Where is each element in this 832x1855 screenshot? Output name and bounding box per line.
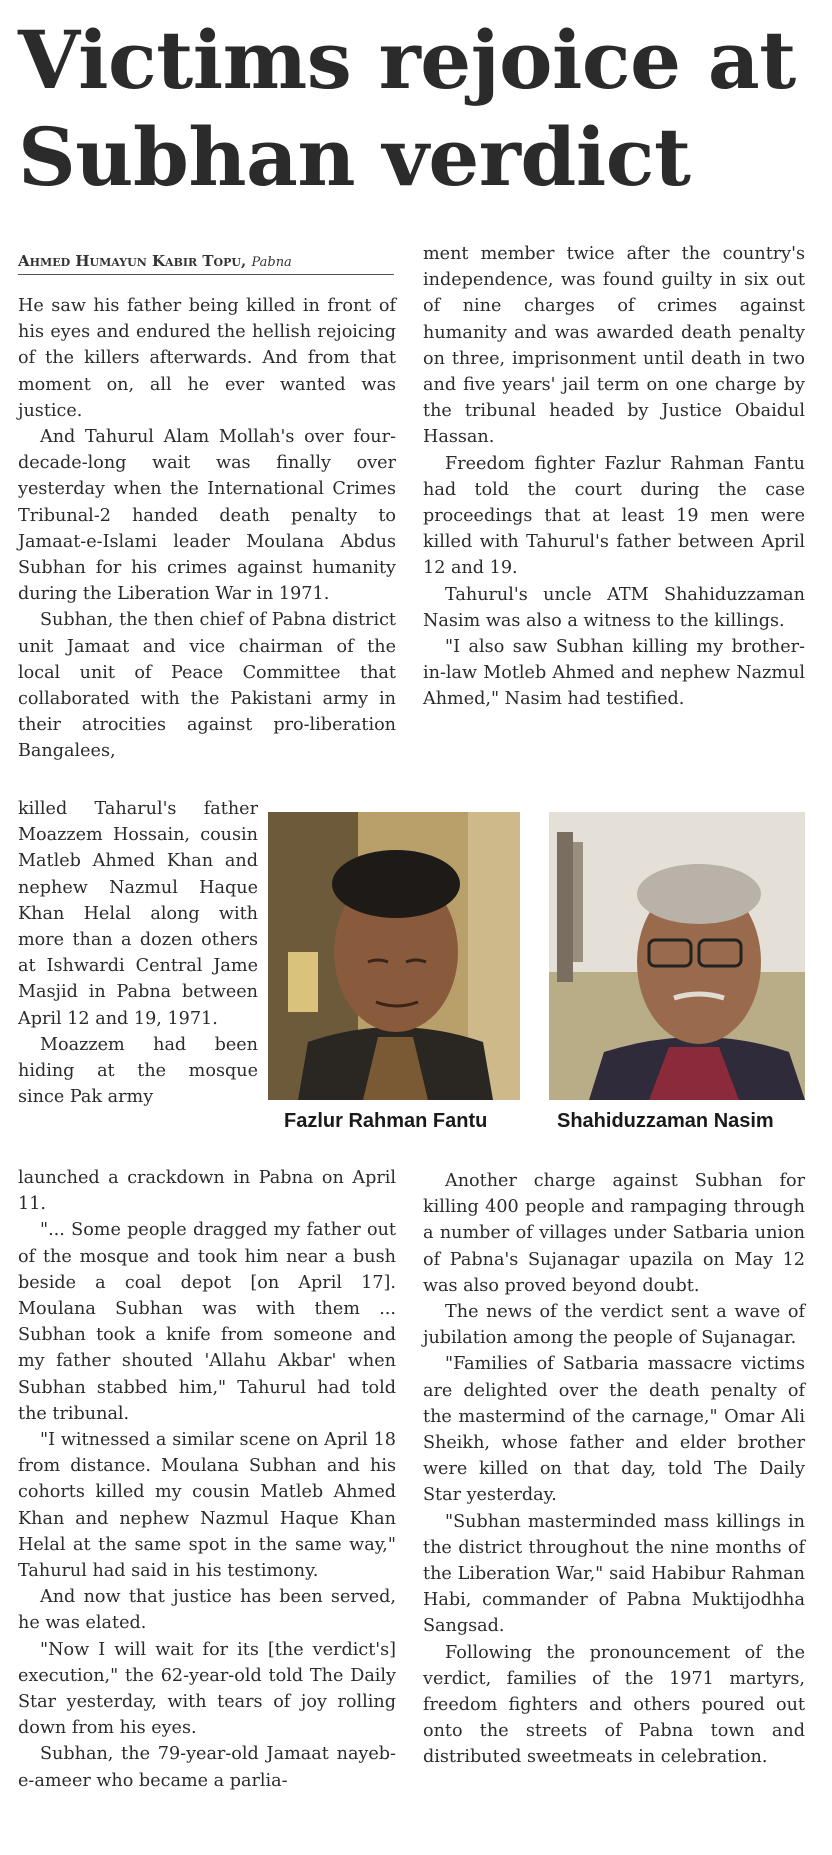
paragraph: "Families of Satbaria massacre victims are delighted over the death penalty of the mastermind of the carnage," Omar Ali Sheikh, whose father and elder brother were killed on that day, told The Daily Star yesterday. [423,1354,805,1506]
photo-fazlur-rahman-fantu [268,812,520,1100]
paragraph: Subhan, the then chief of Pabna district unit Jamaat and vice chairman of the local unit of Peace Committee that collaborated with the Pakistani army in their atrocities against pro-liberation Bangalees, [18,610,396,762]
paragraph: "I also saw Subhan killing my brother-in-law Motleb Ahmed and nephew Nazmul Ahmed," Nasim had testified. [423,637,805,710]
column-1-wrap [18,796,258,1110]
paragraph: Another charge against Subhan for killing 400 people and rampaging through a number of villages under Satbaria union of Pabna's Sujanagar upazila on May 12 was also proved beyond doubt. [423,1171,805,1296]
paragraph: "Subhan masterminded mass killings in the district throughout the nine months of the Liberation War," said Habibur Rahman Habi, commander of Pabna Muktijodhha Sangsad. [423,1511,805,1637]
column-1-top [18,293,396,765]
photo-caption: Fazlur Rahman Fantu [284,1110,488,1132]
column-2-bottom [423,1168,805,1771]
paragraph: "Now I will wait for its [the verdict's] execution," the 62-year-old told The Daily Star yesterday, with tears of joy rolling down from his eyes. [18,1639,396,1739]
photo-shahiduzzaman-nasim [549,812,805,1100]
headline: Victims rejoice at Subhan verdict [18,13,796,204]
byline-author: Ahmed Humayun Kabir Topu, [18,252,247,270]
byline [18,252,394,275]
portrait-image [268,812,520,1100]
paragraph: "I witnessed a similar scene on April 18 from distance. Moulana Subhan and his cohorts killed my cousin Matleb Ahmed Khan and nephew Nazmul Haque Khan Helal at the same spot in the same way," Tahurul had said in his testimony. [18,1430,396,1582]
paragraph: Freedom fighter Fazlur Rahman Fantu had told the court during the case proceedings that at least 19 men were killed with Tahurul's father between April 12 and 19. [423,453,805,579]
photo-caption: Shahiduzzaman Nasim [557,1110,774,1132]
paragraph: "... Some people dragged my father out of the mosque and took him near a bush beside a coal depot [on April 17]. Moulana Subhan was with them ... Subhan took a knife from someone and my father shouted 'Allahu Akbar' when Subhan stabbed him," Tahurul had told the tribunal. [18,1220,396,1424]
paragraph: ment member twice after the country's independence, was found guilty in six out of nine charges of crimes against humanity and was awarded death penalty on three, imprisonment until death in two and five years' jail term on one charge by the tribunal headed by Justice Obaidul Hassan. [423,244,805,448]
column-2-top [423,241,805,713]
paragraph: launched a crackdown in Pabna on April 11. [18,1168,396,1215]
paragraph: And now that justice has been served, he was elated. [18,1587,396,1634]
paragraph: The news of the verdict sent a wave of jubilation among the people of Sujanagar. [423,1302,805,1349]
column-1-bottom [18,1165,396,1794]
paragraph: Subhan, the 79-year-old Jamaat nayeb-e-ameer who became a parlia- [18,1744,396,1791]
paragraph: He saw his father being killed in front of his eyes and endured the hellish rejoicing of the killers afterwards. And from that moment on, all he ever wanted was justice. [18,296,396,421]
paragraph: And Tahurul Alam Mollah's over four-decade-long wait was finally over yesterday when the International Crimes Tribunal-2 handed death penalty to Jamaat-e-Islami leader Moulana Abdus Subhan for his crimes against humanity during the Liberation War in 1971. [18,427,396,605]
portrait-image [549,812,805,1100]
byline-place: Pabna [251,255,292,270]
paragraph: Tahurul's uncle ATM Shahiduzzaman Nasim was also a witness to the killings. [423,584,805,631]
paragraph: killed Taharul's father Moazzem Hossain, cousin Matleb Ahmed Khan and nephew Nazmul Haque Khan Helal along with more than a dozen others at Ishwardi Central Jame Masjid in Pabna between April 12 and 19, 1971. [18,799,258,1029]
paragraph: Following the pronouncement of the verdict, families of the 1971 martyrs, freedom fighters and others poured out onto the streets of Pabna town and distributed sweetmeats in celebration. [423,1642,805,1768]
paragraph: Moazzem had been hiding at the mosque since Pak army [18,1034,258,1108]
